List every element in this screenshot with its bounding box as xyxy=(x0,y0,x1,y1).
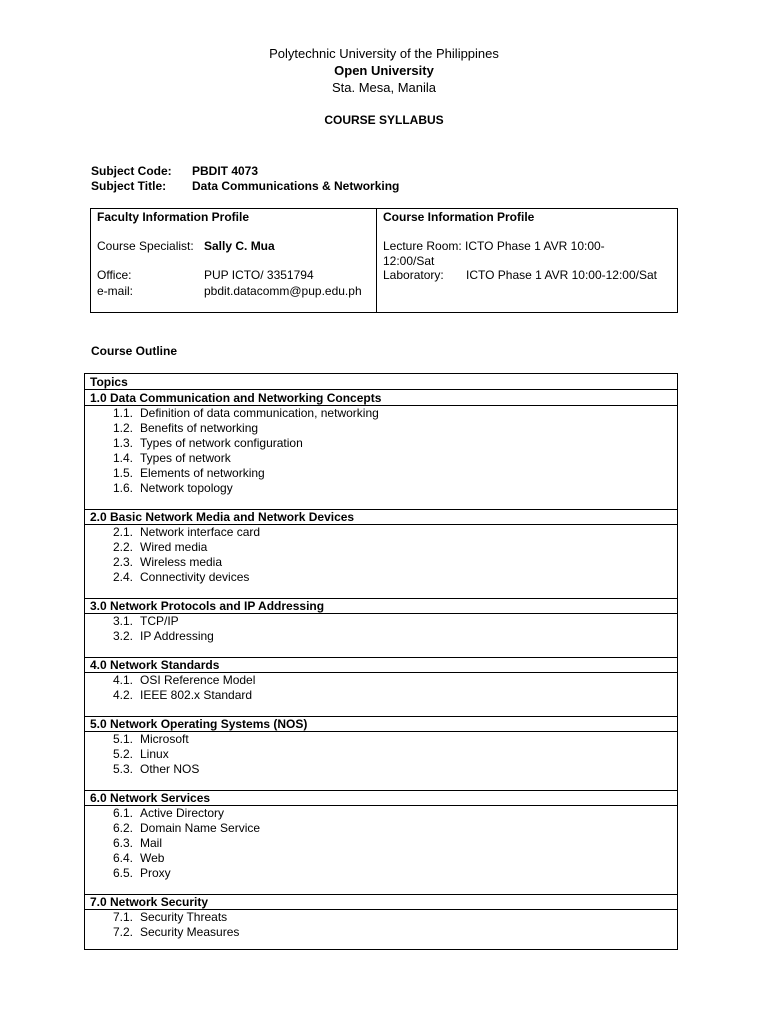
topic-number: 2.4. xyxy=(113,570,134,584)
university-name: Polytechnic University of the Philippines xyxy=(269,46,499,61)
topic-item xyxy=(113,629,214,643)
topic-item xyxy=(113,614,179,628)
office-value: PUP ICTO/ 3351794 xyxy=(204,268,314,282)
topic-item xyxy=(113,836,162,850)
topic-text: Mail xyxy=(140,836,163,850)
topic-number: 6.3. xyxy=(113,836,134,850)
topic-text: Types of network xyxy=(140,451,231,465)
topic-item xyxy=(113,747,169,761)
topic-item xyxy=(113,406,379,420)
topic-item xyxy=(113,925,239,939)
topic-number: 1.2. xyxy=(113,421,134,435)
topic-text: Proxy xyxy=(140,866,171,880)
topic-item xyxy=(113,555,222,569)
topic-text: Domain Name Service xyxy=(140,821,261,835)
faculty-heading: Faculty Information Profile xyxy=(97,210,250,224)
topic-text: Microsoft xyxy=(140,732,189,746)
section-title: 4.0 Network Standards xyxy=(90,658,220,672)
topic-text: Other NOS xyxy=(140,762,200,776)
topic-number: 1.4. xyxy=(113,451,134,465)
topic-text: Benefits of networking xyxy=(140,421,259,435)
topic-item xyxy=(113,525,260,539)
topic-number: 3.1. xyxy=(113,614,134,628)
specialist-name: Sally C. Mua xyxy=(204,239,275,253)
course-outline-table xyxy=(84,373,678,950)
topic-number: 6.4. xyxy=(113,851,134,865)
topic-number: 2.1. xyxy=(113,525,134,539)
topic-number: 2.3. xyxy=(113,555,134,569)
course-outline-heading: Course Outline xyxy=(91,344,178,358)
topic-text: Network topology xyxy=(140,481,233,495)
topic-item xyxy=(113,540,207,554)
topic-item xyxy=(113,466,265,480)
topic-number: 6.5. xyxy=(113,866,134,880)
unit-name: Open University xyxy=(334,63,434,78)
topic-text: Linux xyxy=(140,747,169,761)
section-title: 3.0 Network Protocols and IP Addressing xyxy=(90,599,325,613)
topic-number: 7.2. xyxy=(113,925,134,939)
topic-text: Definition of data communication, networking xyxy=(140,406,379,420)
topic-item xyxy=(113,866,171,880)
topic-number: 7.1. xyxy=(113,910,134,924)
topic-text: Wireless media xyxy=(140,555,223,569)
topic-number: 1.6. xyxy=(113,481,134,495)
email-value: pbdit.datacomm@pup.edu.ph xyxy=(204,284,362,298)
section-title: 2.0 Basic Network Media and Network Devices xyxy=(90,510,355,524)
topic-number: 2.2. xyxy=(113,540,134,554)
topic-number: 4.2. xyxy=(113,688,134,702)
topic-text: TCP/IP xyxy=(140,614,179,628)
subject-title-label: Subject Title: xyxy=(91,179,167,193)
topic-number: 1.5. xyxy=(113,466,134,480)
topic-number: 5.3. xyxy=(113,762,134,776)
lecture-room-line1: Lecture Room: ICTO Phase 1 AVR 10:00- xyxy=(383,239,605,253)
topic-item xyxy=(113,673,255,687)
topic-text: Active Directory xyxy=(140,806,225,820)
topic-number: 1.3. xyxy=(113,436,134,450)
topic-number: 5.2. xyxy=(113,747,134,761)
section-title: 6.0 Network Services xyxy=(90,791,211,805)
topic-item xyxy=(113,451,231,465)
topic-item xyxy=(113,421,258,435)
topic-number: 4.1. xyxy=(113,673,134,687)
subject-code-label: Subject Code: xyxy=(91,164,172,178)
subject-title-value: Data Communications & Networking xyxy=(192,179,400,193)
topic-number: 5.1. xyxy=(113,732,134,746)
lab-label: Laboratory: xyxy=(383,268,444,282)
topic-text: IP Addressing xyxy=(140,629,214,643)
lab-value: ICTO Phase 1 AVR 10:00-12:00/Sat xyxy=(466,268,658,282)
topics-header: Topics xyxy=(90,375,128,389)
topic-text: Wired media xyxy=(140,540,208,554)
course-info-heading: Course Information Profile xyxy=(383,210,535,224)
profile-table xyxy=(90,208,678,313)
section-title: 5.0 Network Operating Systems (NOS) xyxy=(90,717,308,731)
topic-text: Web xyxy=(140,851,165,865)
lecture-room-line2: 12:00/Sat xyxy=(383,254,435,268)
topic-number: 6.1. xyxy=(113,806,134,820)
location: Sta. Mesa, Manila xyxy=(331,80,437,95)
subject-code-value: PBDIT 4073 xyxy=(192,164,259,178)
office-label: Office: xyxy=(97,268,132,282)
topic-item xyxy=(113,762,199,776)
topic-number: 3.2. xyxy=(113,629,134,643)
row-divider xyxy=(85,389,677,390)
topic-number: 1.1. xyxy=(113,406,134,420)
topic-item xyxy=(113,806,224,820)
section-title: 7.0 Network Security xyxy=(90,895,209,909)
topic-text: OSI Reference Model xyxy=(140,673,256,687)
specialist-label: Course Specialist: xyxy=(97,239,194,253)
topic-text: IEEE 802.x Standard xyxy=(140,688,253,702)
topic-item xyxy=(113,688,252,702)
topic-text: Connectivity devices xyxy=(140,570,250,584)
topic-item xyxy=(113,821,260,835)
topic-text: Network interface card xyxy=(140,525,261,539)
topic-item xyxy=(113,570,249,584)
topic-text: Elements of networking xyxy=(140,466,265,480)
profile-divider xyxy=(376,209,377,312)
topic-text: Security Measures xyxy=(140,925,240,939)
topic-item xyxy=(113,481,233,495)
email-label: e-mail: xyxy=(97,284,134,298)
document-title: COURSE SYLLABUS xyxy=(324,113,444,127)
topic-number: 6.2. xyxy=(113,821,134,835)
topic-text: Types of network configuration xyxy=(140,436,303,450)
topic-item xyxy=(113,910,227,924)
topic-item xyxy=(113,436,303,450)
topic-item xyxy=(113,732,189,746)
section-title: 1.0 Data Communication and Networking Concepts xyxy=(90,391,382,405)
topic-item xyxy=(113,851,164,865)
topic-text: Security Threats xyxy=(140,910,228,924)
